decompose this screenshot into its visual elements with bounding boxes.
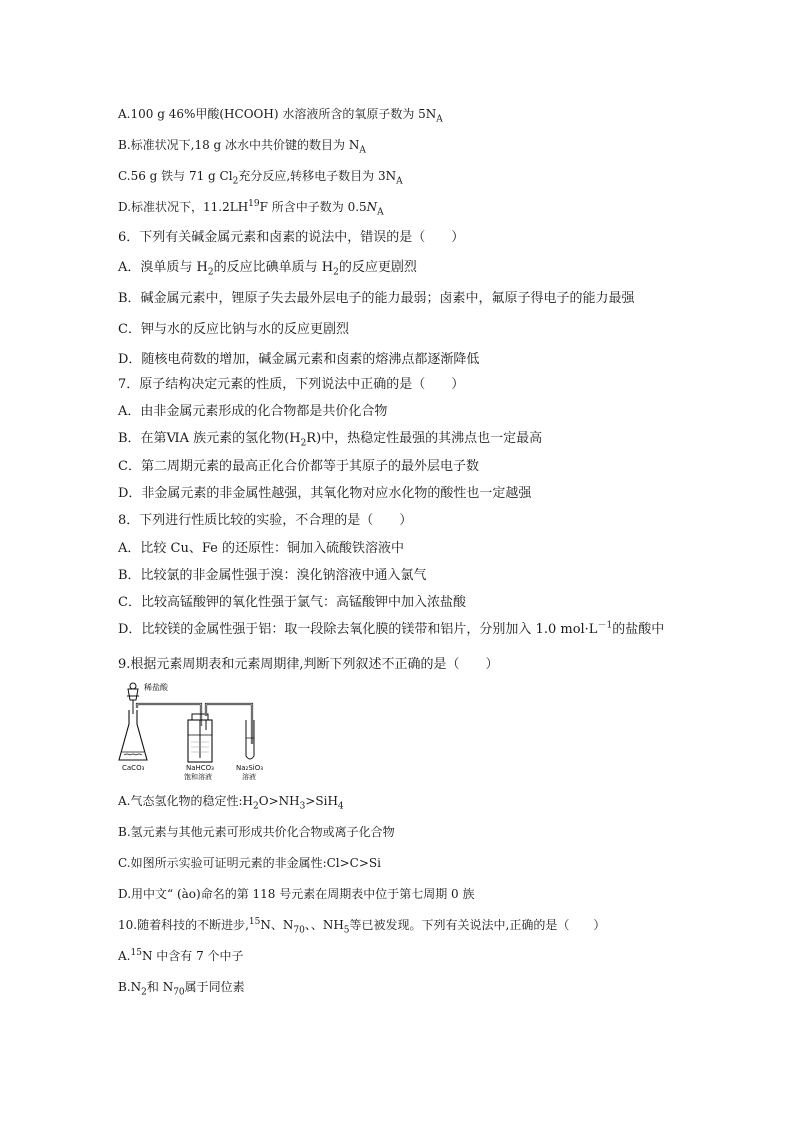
q7-option-d: D．非金属元素的非金属性越强，其氧化物对应水化物的酸性也一定越强 <box>118 486 532 501</box>
q8-option-c: C．比较高锰酸钾的氧化性强于氯气：高锰酸钾中加入浓盐酸 <box>118 595 466 610</box>
conical-flask-icon <box>119 710 147 760</box>
q9-option-b: B.氢元素与其他元素可形成共价化合物或离子化合物 <box>118 825 395 839</box>
wash-bottle-icon <box>188 714 212 762</box>
q8-option-a: A．比较 Cu、Fe 的还原性：铜加入硫酸铁溶液中 <box>118 541 404 556</box>
q5-option-c: C.56 g 铁与 71 g $Cl_2$充分反应,转移电子数目为 $3N_A$ <box>118 169 403 187</box>
q6-option-b: B．碱金属元素中，锂原子失去最外层电子的能力最弱；卤素中，氟原子得电子的能力最强 <box>118 291 635 306</box>
q9-stem: 9.根据元素周期表和元素周期律,判断下列叙述不正确的是（ ） <box>118 657 499 672</box>
q9-option-d: D.用中文“ (ào)命名的第 118 号元素在周期表中位于第七周期 0 族 <box>118 887 475 901</box>
label-caco3: CaCO₃ <box>122 764 145 772</box>
label-nahco3: NaHCO₃ <box>186 764 214 772</box>
q7-option-b: B．在第ⅥA 族元素的氢化物$(H_2R)$中，热稳定性最强的其沸点也一定最高 <box>118 431 543 449</box>
q9-option-c: C.如图所示实验可证明元素的非金属性:Cl>C>Si <box>118 856 381 870</box>
q8-option-d: D．比较镁的金属性强于铝：取一段除去氧化膜的镁带和铝片，分别加入 1.0 $mol\cdot L^{-1}$的盐酸中 <box>118 620 665 637</box>
q10-option-b: $B.N_2$和 $N_{70}$属于同位素 <box>118 980 245 998</box>
q10-stem: 10.随着科技的不断进步,$^{15}$N、$N_{70}$、、$NH_5$等已被发现。下列有关说法中,正确的是（ ） <box>118 917 606 936</box>
label-na2sio3-sol: 溶液 <box>242 773 256 780</box>
q6-option-c: C．钾与水的反应比钠与水的反应更剧烈 <box>118 322 349 337</box>
apparatus-figure <box>116 680 286 780</box>
label-nahco3-sat: 饱和溶液 <box>184 773 212 780</box>
q5-option-a: A.100 g 46%甲酸(HCOOH) 水溶液所含的氧原子数为 $5N_A$ <box>118 107 443 125</box>
q7-option-a: A．由非金属元素形成的化合物都是共价化合物 <box>118 404 388 419</box>
label-na2sio3: Na₂SiO₃ <box>236 764 264 772</box>
q6-option-d: D．随核电荷数的增加，碱金属元素和卤素的熔沸点都逐渐降低 <box>118 352 480 367</box>
q5-option-b: B.标准状况下,18 g 冰水中共价键的数目为 $N_A$ <box>118 138 366 156</box>
label-acid: 稀盐酸 <box>144 683 168 692</box>
q5-option-d: D.标准状况下，11.2LH$^{19}$F 所含中子数为 $0.5N_A$ <box>118 199 384 218</box>
q6-stem: 6．下列有关碱金属元素和卤素的说法中，错误的是（ ） <box>118 230 465 245</box>
separatory-funnel-icon <box>127 683 139 714</box>
q10-option-a: A.$^{15}$N 中含有 7 个中子 <box>118 948 244 963</box>
q7-option-c: C．第二周期元素的最高正化合价都等于其原子的最外层电子数 <box>118 459 479 474</box>
q6-option-a: A．溴单质与 $H_2$的反应比碘单质与 $H_2$的反应更剧烈 <box>118 260 417 278</box>
q7-stem: 7．原子结构决定元素的性质，下列说法中正确的是（ ） <box>118 377 465 392</box>
q9-option-a: A.气态氢化物的稳定性$:H_2O>NH_3>SiH_4$ <box>118 794 344 812</box>
q8-option-b: B．比较氯的非金属性强于溴：溴化钠溶液中通入氯气 <box>118 568 427 583</box>
q8-stem: 8．下列进行性质比较的实验，不合理的是（ ） <box>118 513 413 528</box>
